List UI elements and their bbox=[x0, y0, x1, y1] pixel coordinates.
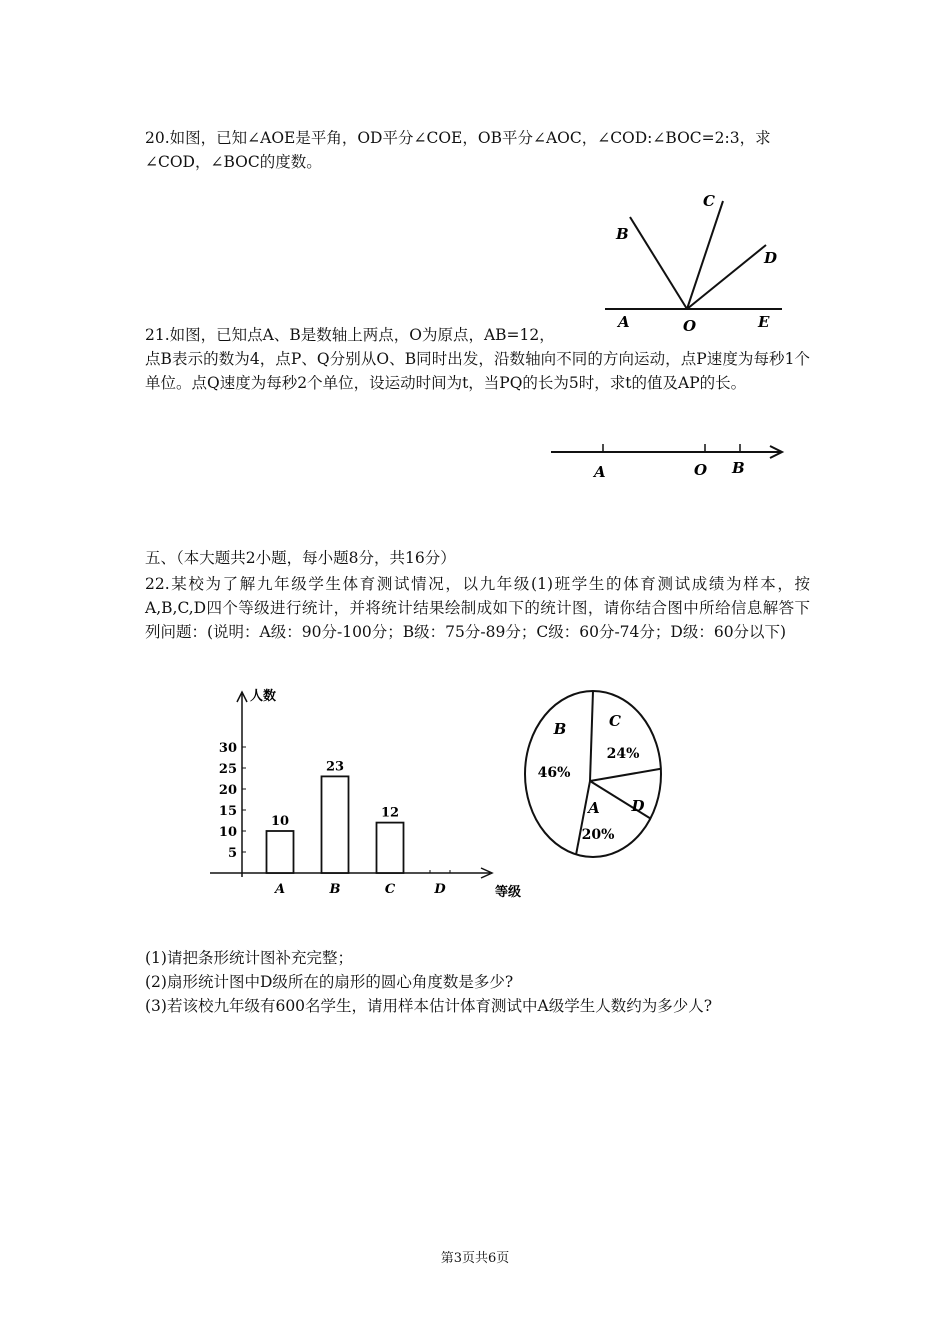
nl-label-A: A bbox=[594, 463, 606, 481]
q22-sub3: (3)若该校九年级有600名学生，请用样本估计体育测试中A级学生人数约为多少人? bbox=[145, 997, 713, 1015]
label-E: E bbox=[758, 313, 770, 331]
pie-slice-label-C: C bbox=[609, 712, 621, 730]
label-D: D bbox=[764, 249, 778, 267]
x-tick-label: C bbox=[384, 882, 396, 897]
q21-body: 点B表示的数为4，点P、Q分别从O、B同时出发，沿数轴向不同的方向运动，点P速度为每秒1个单位。点Q速度为每秒2个单位，设运动时间为t，当PQ的长为5时，求t的值及AP的长。 bbox=[145, 350, 810, 392]
bar-A bbox=[267, 831, 294, 873]
angle-figure bbox=[590, 185, 800, 340]
label-B: B bbox=[616, 225, 629, 243]
label-O: O bbox=[683, 317, 697, 335]
ray-OD bbox=[687, 245, 766, 309]
bar-chart bbox=[205, 680, 535, 910]
ray-OB bbox=[630, 217, 687, 309]
q22-sub2: (2)扇形统计图中D级所在的扇形的圆心角度数是多少? bbox=[145, 973, 514, 991]
bar-value-label: 12 bbox=[380, 805, 400, 821]
pie-slice-percent-B: 46% bbox=[537, 765, 571, 781]
x-tick-label: A bbox=[274, 882, 286, 897]
x-tick-label: B bbox=[329, 882, 341, 897]
q20-line2: ∠COD，∠BOC的度数。 bbox=[145, 153, 322, 171]
y-tick-label: 25 bbox=[218, 762, 237, 777]
x-tick-label: D bbox=[434, 882, 446, 897]
y-tick-label: 15 bbox=[218, 804, 237, 819]
pie-slice-percent-C: 24% bbox=[606, 746, 640, 762]
y-tick-label: 5 bbox=[227, 846, 237, 861]
y-tick-label: 10 bbox=[218, 825, 237, 840]
page-footer: 第3页共6页 bbox=[440, 1251, 510, 1266]
bar-value-label: 10 bbox=[270, 814, 290, 829]
y-tick-label: 30 bbox=[218, 741, 237, 756]
pie-chart bbox=[520, 686, 670, 866]
bar-B bbox=[322, 776, 349, 873]
nl-label-B: B bbox=[732, 459, 745, 477]
q20-line1: 20.如图，已知∠AOE是平角，OD平分∠COE，OB平分∠AOC，∠COD:∠BOC=2:3，求 bbox=[145, 129, 771, 147]
label-A: A bbox=[618, 313, 630, 331]
pie-slice-label-D: D bbox=[631, 797, 645, 815]
nl-label-O: O bbox=[694, 461, 708, 479]
pie-slice-label-A: A bbox=[588, 799, 600, 817]
number-line-figure bbox=[548, 440, 793, 485]
section-heading: 五、（本大题共2小题，每小题8分，共16分） bbox=[145, 549, 456, 567]
label-C: C bbox=[703, 192, 715, 210]
pie-slice-percent-A: 20% bbox=[581, 827, 615, 843]
q21-line1: 21.如图，已知点A、B是数轴上两点，O为原点，AB=12， bbox=[145, 326, 555, 344]
bar-value-label: 23 bbox=[325, 759, 345, 775]
q22-intro: 22.某校为了解九年级学生体育测试情况，以九年级(1)班学生的体育测试成绩为样本，按A,B,C,D四个等级进行统计，并将统计结果绘制成如下的统计图，请你结合图中所给信息解答下列问题：(说明：A级：90分-100分；B级：75分-89分；C级：60分-74分；D级：60分以下) bbox=[145, 575, 810, 641]
y-tick-label: 20 bbox=[218, 783, 237, 798]
pie-slice-label-B: B bbox=[553, 720, 567, 738]
bar-C bbox=[377, 823, 404, 873]
x-axis-label: 等级 bbox=[495, 885, 522, 900]
ray-OC bbox=[687, 201, 723, 309]
q22-sub1: (1)请把条形统计图补充完整； bbox=[145, 949, 353, 967]
y-axis-label: 人数 bbox=[250, 689, 277, 704]
